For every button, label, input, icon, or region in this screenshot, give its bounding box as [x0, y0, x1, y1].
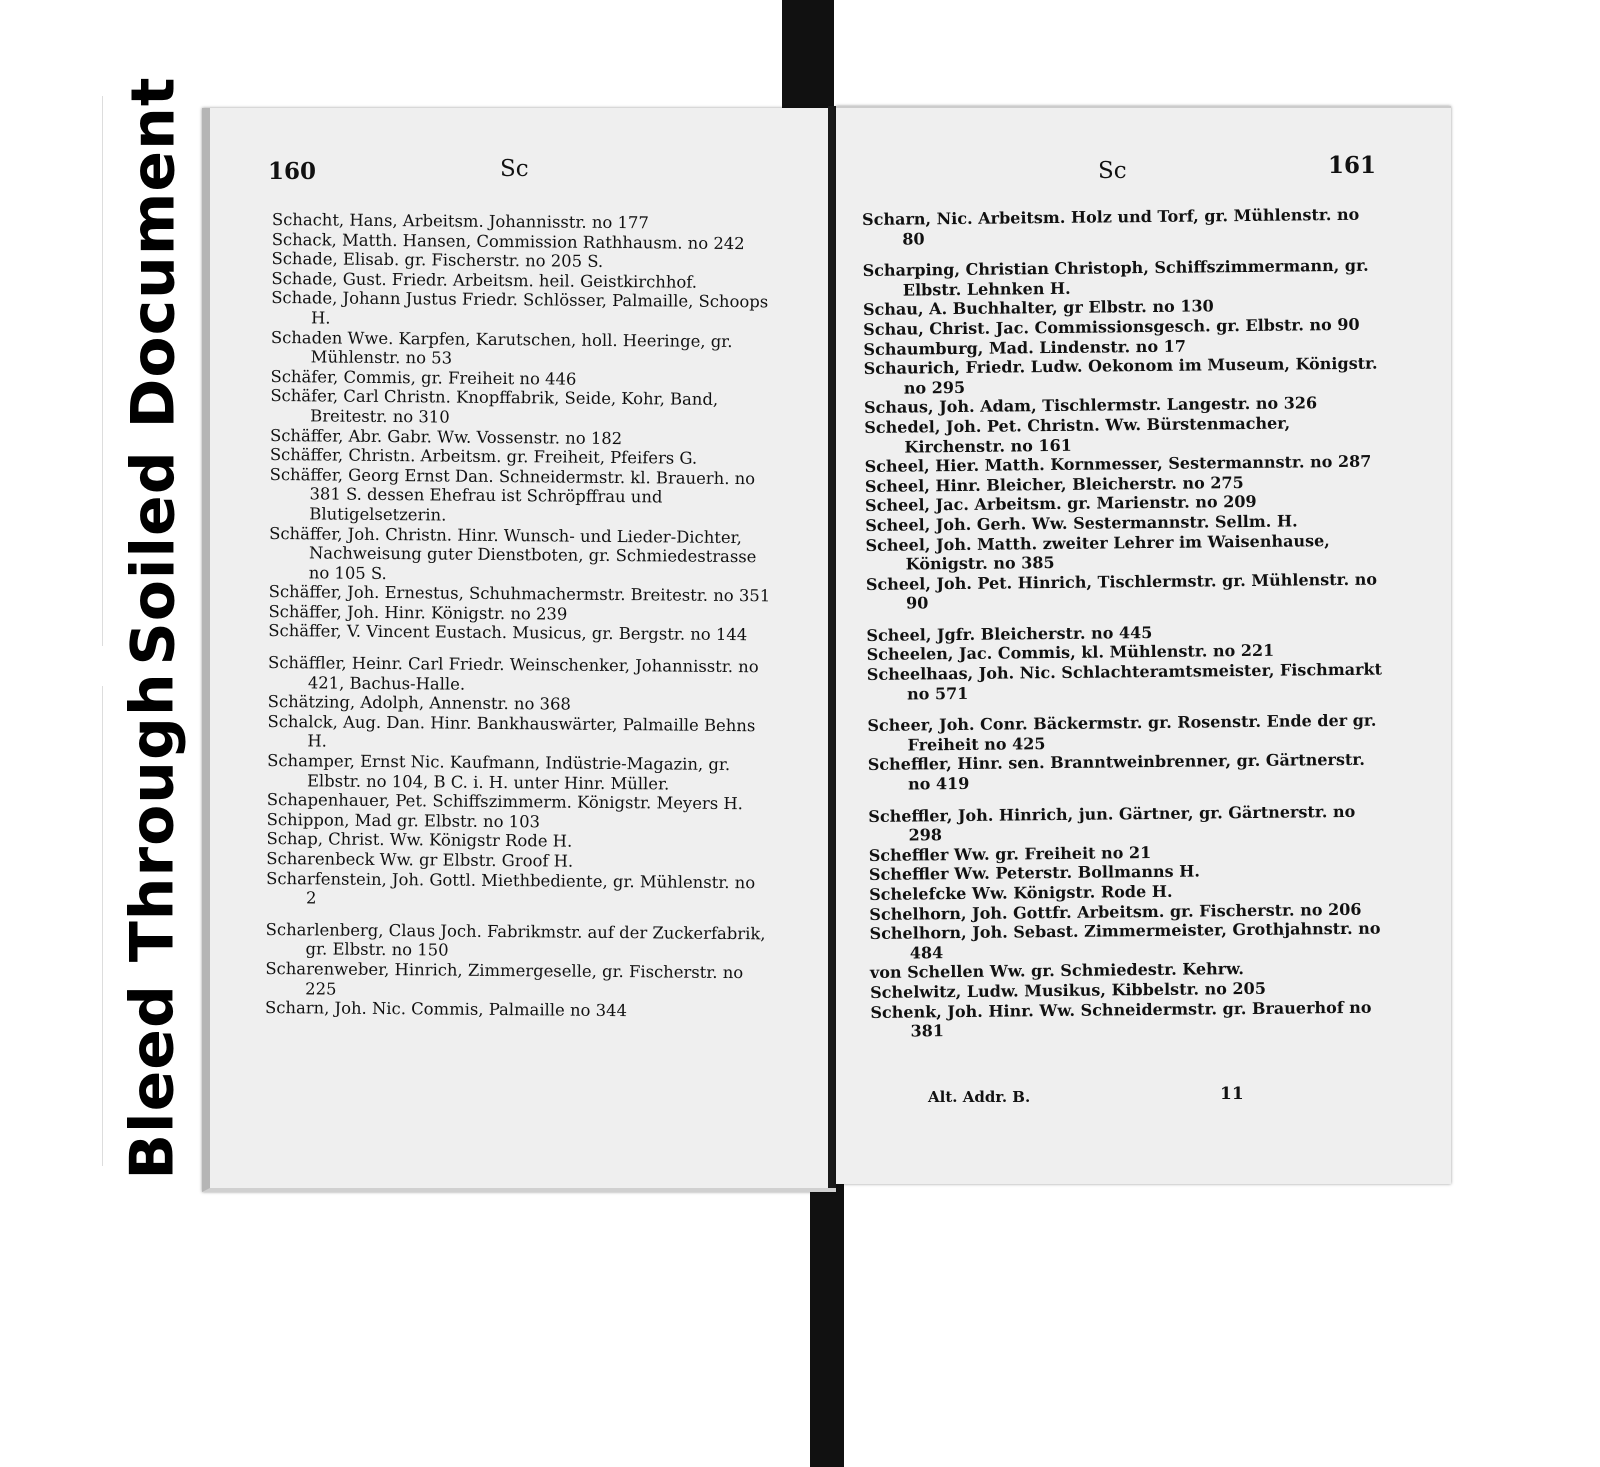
- directory-entry: Schelhorn, Joh. Sebast. Zimmermeister, Grothjahnstr. no 484: [869, 918, 1381, 963]
- directory-entry: Scheffler Ww. gr. Freiheit no 21: [868, 842, 1152, 865]
- directory-entry: Schäffer, Joh. Christn. Hinr. Wunsch- und Lieder-Dichter, Nachweisung guter Dienstboten, gr. Schmiedestrasse no 105 S.: [269, 523, 757, 583]
- directory-entry: Scharenbeck Ww. gr Elbstr. Groof H.: [266, 848, 574, 871]
- directory-entry: Scharn, Nic. Arbeitsm. Holz und Torf, gr. Mühlenstr. no 80: [862, 204, 1360, 249]
- directory-entry: Scheel, Joh. Pet. Hinrich, Tischlermstr. gr. Mühlenstr. no 90: [865, 569, 1378, 613]
- directory-entry: Scheel, Hinr. Bleicher, Bleicherstr. no 275: [864, 472, 1244, 496]
- directory-entry: Scheelhaas, Joh. Nic. Schlachteramtsmeister, Fischmarkt no 571: [866, 659, 1383, 704]
- soiled-document-label: [102, 76, 203, 666]
- footer-signature: Alt. Addr. B.: [928, 1088, 1031, 1106]
- bleed-through-label: [102, 672, 203, 1180]
- directory-entry: Schippon, Mad gr. Elbstr. no 103: [266, 809, 541, 832]
- directory-entry: Schaumburg, Mad. Lindenstr. no 17: [863, 336, 1186, 359]
- right-page: [836, 106, 1451, 1184]
- directory-entry: Schelefcke Ww. Königstr. Rode H.: [869, 881, 1173, 904]
- directory-entry: Schelhorn, Joh. Gottfr. Arbeitsm. gr. Fischerstr. no 206: [869, 899, 1362, 924]
- directory-entry: Schäffer, Joh. Ernestus, Schuhmachermstr. Breitestr. no 351: [268, 582, 771, 606]
- directory-entry: Schau, A. Buchhalter, gr Elbstr. no 130: [862, 296, 1214, 320]
- directory-entry: Schade, Elisab. gr. Fischerstr. no 205 S.: [271, 249, 604, 272]
- right-page-heading: Sc: [1098, 158, 1127, 184]
- directory-entry: Scheel, Hier. Matth. Kornmesser, Sestermannstr. no 287: [864, 451, 1372, 477]
- directory-entry: Schaus, Joh. Adam, Tischlermstr. Langestr. no 326: [863, 393, 1318, 418]
- left-page-heading: Sc: [500, 156, 529, 182]
- binding-strip-top: [782, 0, 834, 110]
- directory-entry: Scheel, Joh. Matth. zweiter Lehrer im Waisenhause, Königstr. no 385: [865, 530, 1330, 574]
- directory-entry: Schäffer, Christn. Arbeitsm. gr. Freiheit, Pfeifers G.: [269, 445, 698, 468]
- directory-entry: Schade, Johann Justus Friedr. Schlösser, Palmaille, Schoops H.: [271, 288, 769, 328]
- directory-entry: Scheer, Joh. Conr. Bäckermstr. gr. Rosenstr. Ende der gr. Freiheit no 425: [867, 710, 1377, 755]
- directory-entry: Schedel, Joh. Pet. Christn. Ww. Bürstenmacher, Kirchenstr. no 161: [864, 413, 1291, 457]
- directory-entry: Schäffer, Joh. Hinr. Königstr. no 239: [268, 601, 568, 624]
- directory-entry: Schenk, Joh. Hinr. Ww. Schneidermstr. gr. Brauerhof no 381: [870, 997, 1372, 1041]
- directory-entry: Schack, Matth. Hansen, Commission Rathhausm. no 242: [271, 229, 745, 253]
- right-entry-list: [862, 205, 1391, 1042]
- directory-entry: Scheel, Jac. Arbeitsm. gr. Marienstr. no 209: [864, 492, 1257, 516]
- directory-entry: Schaurich, Friedr. Ludw. Oekonom im Museum, Königstr. no 295: [863, 353, 1378, 398]
- directory-entry: Schäffler, Heinr. Carl Friedr. Weinschenker, Johannisstr. no 421, Bachus-Halle.: [267, 653, 759, 694]
- directory-entry: Schapenhauer, Pet. Schiffszimmerm. Königstr. Meyers H.: [266, 790, 743, 814]
- directory-entry: Scheffler, Joh. Hinrich, jun. Gärtner, gr. Gärtnerstr. no 298: [868, 801, 1356, 845]
- directory-entry: Scharping, Christian Christoph, Schiffszimmermann, gr. Elbstr. Lehnken H.: [862, 255, 1369, 300]
- directory-entry: Schamper, Ernst Nic. Kaufmann, Indüstrie-Magazin, gr. Elbstr. no 104, B C. i. H. unter Hinr. Müller.: [267, 751, 731, 794]
- directory-entry: Scharn, Joh. Nic. Commis, Palmaille no 344: [264, 998, 627, 1021]
- directory-entry: Schäffer, Abr. Gabr. Ww. Vossenstr. no 182: [269, 425, 623, 448]
- bleed-through-text: Bleed Through: [118, 672, 189, 1180]
- directory-entry: Scharfenstein, Joh. Gottl. Miethbediente, gr. Mühlenstr. no 2: [266, 868, 756, 908]
- directory-entry: Scharlenberg, Claus Joch. Fabrikmstr. auf der Zuckerfabrik, gr. Elbstr. no 150: [265, 919, 766, 960]
- directory-entry: Schaden Wwe. Karpfen, Karutschen, holl. Heeringe, gr. Mühlenstr. no 53: [270, 327, 733, 368]
- left-page: [202, 108, 836, 1192]
- directory-entry: von Schellen Ww. gr. Schmiedestr. Kehrw.: [869, 959, 1244, 983]
- directory-entry: Scharenweber, Hinrich, Zimmergeselle, gr. Fischerstr. no 225: [265, 958, 744, 999]
- left-entry-list: [265, 210, 776, 1022]
- right-page-number: 161: [1328, 152, 1377, 179]
- directory-entry: Scheel, Joh. Gerh. Ww. Sestermannstr. Sellm. H.: [865, 511, 1298, 535]
- directory-entry: Scheffler Ww. Peterstr. Bollmanns H.: [868, 861, 1200, 885]
- directory-entry: Schäffer, Georg Ernst Dan. Schneidermstr. kl. Brauerh. no 381 S. dessen Ehefrau ist Schröpffrau und Blutigelsetzerin.: [269, 464, 756, 525]
- directory-entry: Scheelen, Jac. Commis, kl. Mühlenstr. no 221: [866, 641, 1275, 665]
- directory-entry: Schalck, Aug. Dan. Hinr. Bankhauswärter, Palmaille Behns H.: [267, 711, 756, 751]
- left-page-number: 160: [268, 158, 317, 185]
- directory-entry: Schap, Christ. Ww. Königstr Rode H.: [266, 829, 573, 852]
- directory-entry: Scheel, Jgfr. Bleicherstr. no 445: [866, 622, 1153, 645]
- footer-gathering-mark: 11: [1220, 1084, 1244, 1104]
- directory-entry: Schäffer, V. Vincent Eustach. Musicus, gr. Bergstr. no 144: [268, 621, 748, 645]
- directory-entry: Schäfer, Carl Christn. Knopffabrik, Seide, Kohr, Band, Breitestr. no 310: [270, 386, 719, 427]
- book-gutter: [828, 106, 836, 1188]
- directory-entry: Schelwitz, Ludw. Musikus, Kibbelstr. no 205: [870, 978, 1266, 1002]
- directory-entry: Schäfer, Commis, gr. Freiheit no 446: [270, 366, 577, 389]
- directory-entry: Schau, Christ. Jac. Commissionsgesch. gr. Elbstr. no 90: [863, 314, 1360, 339]
- directory-entry: Schacht, Hans, Arbeitsm. Johannisstr. no 177: [271, 210, 649, 233]
- binding-strip-bottom: [810, 1170, 844, 1467]
- soiled-document-text: Soiled Document: [118, 76, 189, 666]
- directory-entry: Schätzing, Adolph, Annenstr. no 368: [267, 692, 571, 714]
- directory-entry: Scheffler, Hinr. sen. Branntweinbrenner, gr. Gärtnerstr. no 419: [867, 750, 1365, 794]
- directory-entry: Schade, Gust. Friedr. Arbeitsm. heil. Geistkirchhof.: [271, 268, 698, 292]
